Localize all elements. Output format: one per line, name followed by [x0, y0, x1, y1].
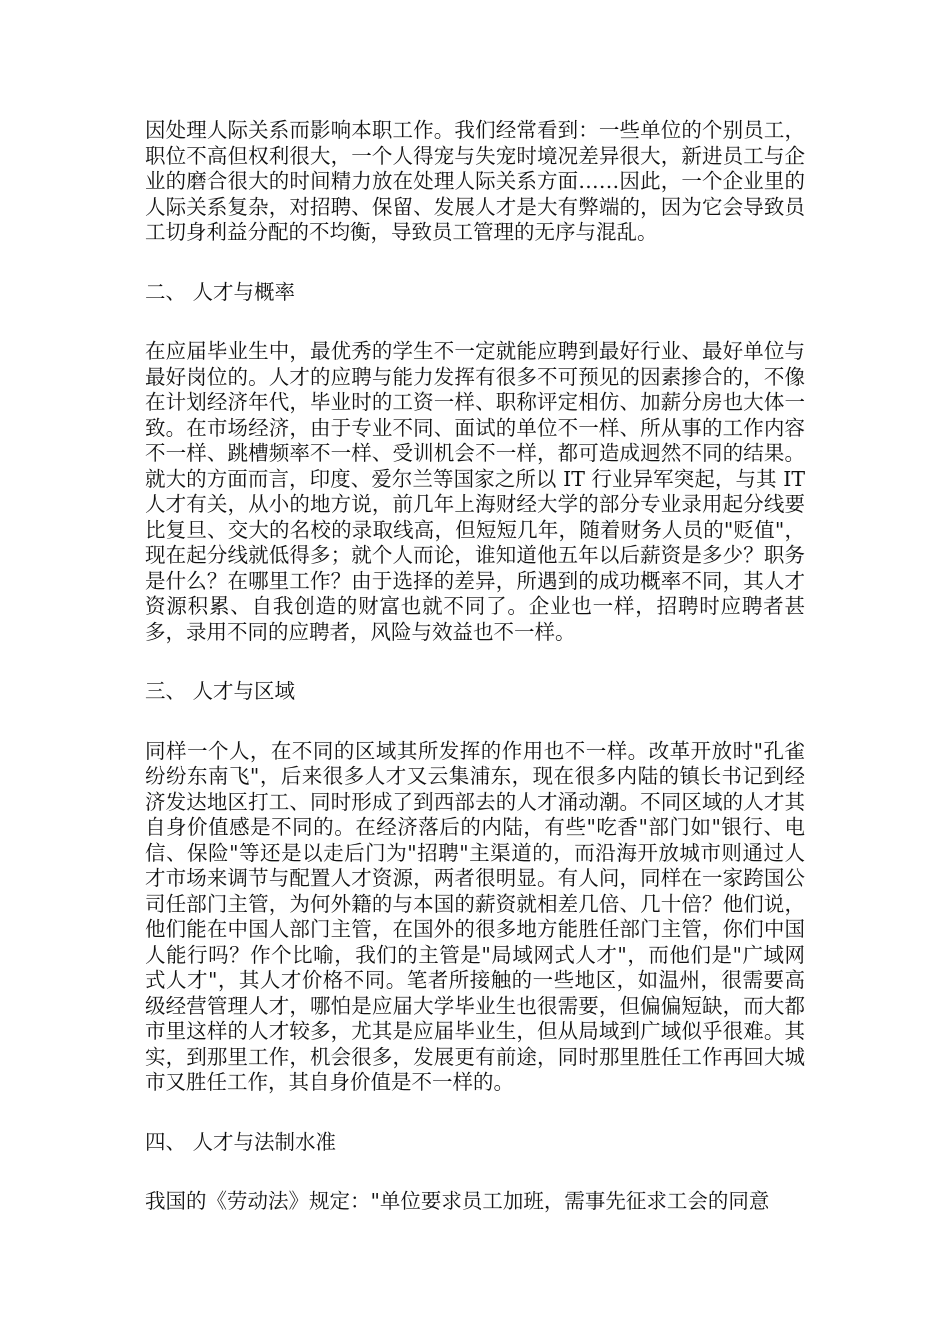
paragraph-interpersonal-relations: 因处理人际关系而影响本职工作。我们经常看到：一些单位的个别员工，职位不高但权利很大，一个人得宠与失宠时境况差异很大，新进员工与企业的磨合很大的时间精力放在处理人际关系方面……因此，一个企业里的人际关系复杂，对招聘、保留、发展人才是大有弊端的，因为它会导致员工切身利益分配的不均衡，导致员工管理的无序与混乱。 [145, 118, 805, 244]
paragraph-labor-law: 我国的《劳动法》规定："单位要求员工加班，需事先征求工会的同意 [145, 1189, 770, 1213]
section-heading-talent-and-region: 三、 人才与区域 [145, 679, 296, 703]
section-heading-talent-and-probability: 二、 人才与概率 [145, 279, 296, 304]
section-heading-talent-and-legal-standards: 四、 人才与法制水准 [145, 1129, 337, 1154]
paragraph-talent-and-region: 同样一个人，在不同的区域其所发挥的作用也不一样。改革开放时"孔雀纷纷东南飞"，后来很多人才又云集浦东，现在很多内陆的镇长书记到经济发达地区打工、同时形成了到西部去的人才涌动潮。不同区域的人才其自身价值感是不同的。在经济落后的内陆，有些"吃香"部门如"银行、电信、保险"等还是以走后门为"招聘"主渠道的，而沿海开放城市则通过人才市场来调节与配置人才资源，两者很明显。有人问，同样在一家跨国公司任部门主管，为何外籍的与本国的薪资就相差几倍、几十倍？他们说，他们能在中国人部门主管，在国外的很多地方能胜任部门主管，你们中国人能行吗？作个比喻，我们的主管是"局域网式人才"，而他们是"广域网式人才"，其人才价格不同。笔者所接触的一些地区，如温州，很需要高级经营管理人才，哪怕是应届大学毕业生也很需要，但偏偏短缺，而大都市里这样的人才较多，尤其是应届毕业生，但从局域到广域似乎很难。其实，到那里工作，机会很多，发展更有前途，同时那里胜任工作再回大城市又胜任工作，其自身价值是不一样的。 [145, 738, 805, 1094]
document-page [145, 118, 805, 1215]
paragraph-talent-and-probability: 在应届毕业生中，最优秀的学生不一定就能应聘到最好行业、最好单位与最好岗位的。人才的应聘与能力发挥有很多不可预见的因素掺合的，不像在计划经济年代，毕业时的工资一样、职称评定相仿、加薪分房也大体一致。在市场经济，由于专业不同、面试的单位不一样、所从事的工作内容不一样、跳槽频率不一样、受训机会不一样，都可造成迥然不同的结果。就大的方面而言，印度、爱尔兰等国家之所以 IT 行业异军突起，与其 IT 人才有关，从小的地方说，前几年上海财经大学的部分专业录用起分线要比复旦、交大的名校的录取线高，但短短几年，随着财务人员的"贬值"，现在起分线就低得多；就个人而论，谁知道他五年以后薪资是多少？职务是什么？在哪里工作？由于选择的差异，所遇到的成功概率不同，其人才资源积累、自我创造的财富也就不同了。企业也一样，招聘时应聘者甚多，录用不同的应聘者，风险与效益也不一样。 [145, 339, 805, 644]
